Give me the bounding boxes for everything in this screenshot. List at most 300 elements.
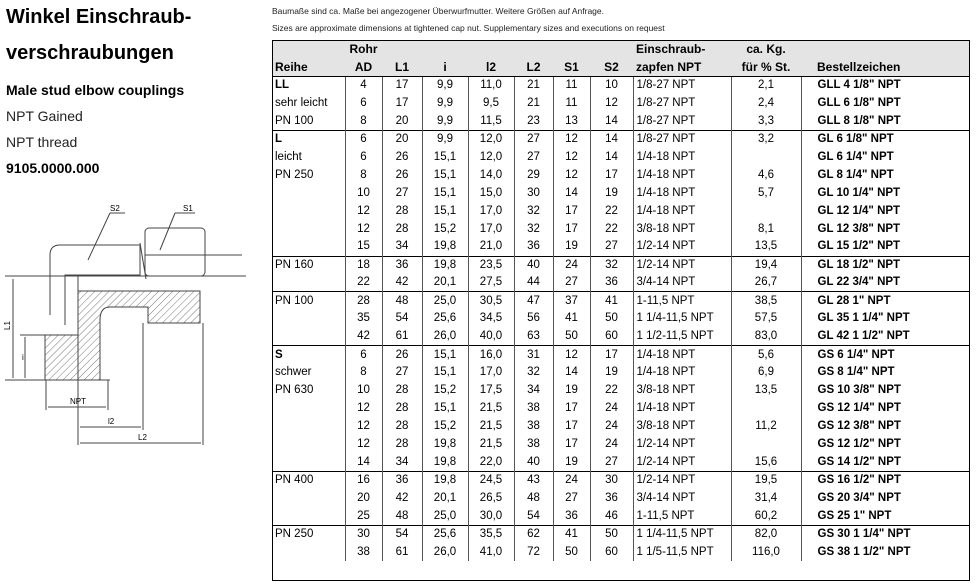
cell-l1: 28 (382, 202, 422, 220)
cell-kg: 19,4 (731, 256, 801, 274)
cell-kg: 5,6 (731, 346, 801, 364)
cell-s1: 17 (553, 202, 590, 220)
label-i: i (22, 353, 24, 362)
cell-reihe (272, 436, 345, 454)
cell-reihe (272, 238, 345, 256)
cell-thread: 1/4-18 NPT (633, 400, 731, 418)
cell-l2: 62 (514, 525, 553, 543)
cell-order-code: GS 20 3/4" NPT (801, 489, 970, 507)
cell-l2: 47 (514, 292, 553, 310)
cell-l2-small: 12,0 (468, 130, 514, 148)
cell-l1: 28 (382, 220, 422, 238)
cell-thread: 1/8-27 NPT (633, 94, 731, 112)
cell-l2-small: 17,5 (468, 382, 514, 400)
cell-i: 15,1 (422, 148, 468, 166)
cell-l2: 32 (514, 202, 553, 220)
cell-s2: 14 (590, 130, 633, 148)
cell-i: 20,1 (422, 489, 468, 507)
cell-s1: 37 (553, 292, 590, 310)
table-row (272, 436, 970, 454)
table-row (272, 507, 970, 525)
cell-reihe (272, 418, 345, 436)
table-row (272, 310, 970, 328)
header-s2: S2 (590, 58, 633, 77)
cell-thread: 1/8-27 NPT (633, 77, 731, 95)
table-row (272, 184, 970, 202)
cell-kg (731, 436, 801, 454)
cell-s1: 17 (553, 436, 590, 454)
cell-kg: 3,2 (731, 130, 801, 148)
cell-reihe (272, 507, 345, 525)
cell-l1: 36 (382, 256, 422, 274)
table-row (272, 166, 970, 184)
cell-s1: 19 (553, 454, 590, 472)
cell-thread: 1/2-14 NPT (633, 238, 731, 256)
cell-order-code: GS 16 1/2" NPT (801, 471, 970, 489)
cell-thread: 1 1/4-11,5 NPT (633, 525, 731, 543)
header-s1: S1 (553, 58, 590, 77)
cell-l1: 28 (382, 436, 422, 454)
cell-i: 19,8 (422, 256, 468, 274)
cell-thread: 3/4-14 NPT (633, 274, 731, 292)
cell-thread: 1/2-14 NPT (633, 256, 731, 274)
cell-ad: 42 (345, 328, 382, 346)
cell-order-code: GS 8 1/4" NPT (801, 364, 970, 382)
cell-reihe (272, 202, 345, 220)
cell-s2: 46 (590, 507, 633, 525)
cell-l2-small: 24,5 (468, 471, 514, 489)
cell-i: 20,1 (422, 274, 468, 292)
cell-s1: 12 (553, 346, 590, 364)
cell-thread: 1/2-14 NPT (633, 436, 731, 454)
cell-s2: 32 (590, 256, 633, 274)
cell-kg: 13,5 (731, 238, 801, 256)
table-row (272, 418, 970, 436)
cell-order-code: GL 12 1/4" NPT (801, 202, 970, 220)
table-row (272, 94, 970, 112)
cell-i: 25,6 (422, 310, 468, 328)
cell-l1: 17 (382, 94, 422, 112)
cell-l2-small: 15,0 (468, 184, 514, 202)
cell-reihe: PN 250 (272, 525, 345, 543)
cell-ad: 15 (345, 238, 382, 256)
cell-kg: 4,6 (731, 166, 801, 184)
cell-l2-small: 41,0 (468, 543, 514, 561)
label-s1: S1 (183, 204, 193, 213)
cell-l2: 43 (514, 471, 553, 489)
cell-s1: 41 (553, 525, 590, 543)
cell-reihe: leicht (275, 150, 302, 163)
cell-order-code: GLL 6 1/8" NPT (801, 94, 970, 112)
table-row (272, 77, 970, 95)
header-l1: L1 (382, 58, 422, 77)
cell-s2: 10 (590, 77, 633, 95)
cell-thread: 1/8-27 NPT (633, 112, 731, 130)
cell-order-code: GS 12 1/2" NPT (801, 436, 970, 454)
cell-ad: 8 (345, 166, 382, 184)
cell-thread: 1-11,5 NPT (633, 507, 731, 525)
cell-i: 15,1 (422, 346, 468, 364)
cell-l2: 40 (514, 256, 553, 274)
table-row (272, 400, 970, 418)
cell-ad: 20 (345, 489, 382, 507)
cell-i: 25,6 (422, 525, 468, 543)
cell-thread: 1/4-18 NPT (633, 202, 731, 220)
cell-ad: 10 (345, 382, 382, 400)
cell-kg: 82,0 (731, 525, 801, 543)
cell-l2-small: 16,0 (468, 346, 514, 364)
cell-ad: 6 (345, 148, 382, 166)
cell-reihe: PN 400 (272, 471, 345, 489)
cell-s2: 36 (590, 274, 633, 292)
cell-kg (731, 202, 801, 220)
cell-i: 25,0 (422, 292, 468, 310)
cell-l2: 32 (514, 364, 553, 382)
table-row (272, 364, 970, 382)
cell-reihe: LL (275, 79, 290, 92)
cell-l2-small: 35,5 (468, 525, 514, 543)
cell-kg: 3,3 (731, 112, 801, 130)
header-l2: L2 (514, 58, 553, 77)
cell-s2: 36 (590, 489, 633, 507)
header-thread: zapfen NPT (633, 58, 731, 77)
table-row (272, 220, 970, 238)
cell-l1: 28 (382, 418, 422, 436)
cell-thread: 3/8-18 NPT (633, 220, 731, 238)
cell-l2: 21 (514, 77, 553, 95)
cell-kg: 13,5 (731, 382, 801, 400)
cell-order-code: GL 22 3/4" NPT (801, 274, 970, 292)
cell-l2-small: 12,0 (468, 148, 514, 166)
cell-s1: 13 (553, 112, 590, 130)
cell-i: 26,0 (422, 543, 468, 561)
cell-i: 19,8 (422, 454, 468, 472)
cell-thread: 1/2-14 NPT (633, 454, 731, 472)
cell-s2: 17 (590, 166, 633, 184)
cell-l2-small: 17,0 (468, 220, 514, 238)
cell-s1: 41 (553, 310, 590, 328)
cell-reihe: PN 160 (272, 256, 345, 274)
cell-thread: 1/2-14 NPT (633, 471, 731, 489)
cell-ad: 12 (345, 220, 382, 238)
cell-order-code: GS 12 1/4" NPT (801, 400, 970, 418)
cell-l1: 54 (382, 310, 422, 328)
cell-i: 15,1 (422, 400, 468, 418)
cell-reihe (272, 400, 345, 418)
cell-reihe: L (272, 130, 345, 148)
cell-s1: 12 (553, 148, 590, 166)
cell-s1: 19 (553, 382, 590, 400)
cell-kg: 8,1 (731, 220, 801, 238)
cell-l2-small: 11,5 (468, 112, 514, 130)
note-english: Sizes are approximate dimensions at tightened cap nut. Supplementary sizes and executions on request (272, 23, 665, 33)
table-row (272, 256, 970, 274)
cell-order-code: GLL 4 1/8" NPT (801, 77, 970, 95)
cell-kg: 5,7 (731, 184, 801, 202)
cell-ad: 8 (345, 364, 382, 382)
table-row (272, 148, 970, 166)
cell-thread: 1/4-18 NPT (633, 166, 731, 184)
cell-i: 15,1 (422, 202, 468, 220)
cell-l2: 27 (514, 130, 553, 148)
table-row (272, 471, 970, 489)
cell-s1: 19 (553, 238, 590, 256)
cell-l2-small: 11,0 (468, 77, 514, 95)
table-row (272, 454, 970, 472)
cell-kg: 11,2 (731, 418, 801, 436)
cell-kg: 2,4 (731, 94, 801, 112)
cell-order-code: GLL 8 1/8" NPT (801, 112, 970, 130)
table-row (272, 489, 970, 507)
cell-order-code: GL 42 1 1/2" NPT (801, 328, 970, 346)
cell-i: 9,9 (422, 94, 468, 112)
cell-l2: 38 (514, 400, 553, 418)
cell-s2: 27 (590, 454, 633, 472)
cell-s1: 12 (553, 166, 590, 184)
cell-l1: 34 (382, 454, 422, 472)
cell-l2: 38 (514, 436, 553, 454)
cell-i: 15,1 (422, 166, 468, 184)
cell-l2: 48 (514, 489, 553, 507)
table-row (272, 346, 970, 364)
cell-s2: 14 (590, 148, 633, 166)
cell-l2: 29 (514, 166, 553, 184)
cell-l2: 30 (514, 184, 553, 202)
cell-reihe (272, 310, 345, 328)
label-l2: L2 (138, 433, 147, 442)
cell-l2: 72 (514, 543, 553, 561)
cell-i: 9,9 (422, 130, 468, 148)
cell-kg: 15,6 (731, 454, 801, 472)
title-line-2: verschraubungen (6, 42, 174, 64)
cell-l1: 42 (382, 274, 422, 292)
cell-l2-small: 26,5 (468, 489, 514, 507)
cell-s1: 17 (553, 418, 590, 436)
cell-kg: 2,1 (731, 77, 801, 95)
cell-order-code: GL 35 1 1/4" NPT (801, 310, 970, 328)
cell-l1: 54 (382, 525, 422, 543)
label-l2-small: l2 (108, 417, 115, 426)
cell-s2: 60 (590, 543, 633, 561)
cell-ad: 35 (345, 310, 382, 328)
cell-reihe: PN 100 (272, 292, 345, 310)
cell-s1: 17 (553, 400, 590, 418)
cell-l2: 63 (514, 328, 553, 346)
cell-l1: 42 (382, 489, 422, 507)
cell-s2: 50 (590, 310, 633, 328)
cell-l2: 54 (514, 507, 553, 525)
cell-ad: 18 (345, 256, 382, 274)
cell-l1: 61 (382, 543, 422, 561)
cell-kg: 6,9 (731, 364, 801, 382)
cell-l2: 23 (514, 112, 553, 130)
cell-kg (731, 400, 801, 418)
cell-thread: 1/8-27 NPT (633, 130, 731, 148)
cell-reihe: schwer (275, 366, 312, 379)
cell-order-code: GL 28 1" NPT (801, 292, 970, 310)
cell-s2: 41 (590, 292, 633, 310)
table-row (272, 202, 970, 220)
cell-l2: 36 (514, 238, 553, 256)
cell-i: 25,0 (422, 507, 468, 525)
label-s2: S2 (110, 204, 120, 213)
table-row (272, 382, 970, 400)
cell-i: 15,2 (422, 220, 468, 238)
header-ad: AD (345, 58, 382, 77)
cell-l1: 28 (382, 400, 422, 418)
cell-thread: 1 1/4-11,5 NPT (633, 310, 731, 328)
cell-l2: 27 (514, 148, 553, 166)
cell-reihe: PN 100 (275, 114, 314, 127)
header-kg: für % St. (731, 58, 801, 77)
cell-s2: 24 (590, 418, 633, 436)
cell-order-code: GS 25 1" NPT (801, 507, 970, 525)
cell-s1: 17 (553, 220, 590, 238)
cell-l2-small: 40,0 (468, 328, 514, 346)
cell-l1: 48 (382, 292, 422, 310)
cell-s2: 50 (590, 525, 633, 543)
header-reihe: Reihe (272, 58, 345, 77)
cell-thread: 1/4-18 NPT (633, 364, 731, 382)
cell-s1: 24 (553, 256, 590, 274)
cell-reihe (272, 184, 345, 202)
cell-l1: 27 (382, 184, 422, 202)
header-l2-small: l2 (468, 58, 514, 77)
subtitle: Male stud elbow couplings (6, 82, 185, 98)
table-row (272, 112, 970, 130)
cell-l2-small: 9,5 (468, 94, 514, 112)
cell-ad: 6 (345, 346, 382, 364)
cell-s1: 24 (553, 471, 590, 489)
cell-reihe: PN 630 (275, 384, 314, 397)
cell-reihe: sehr leicht (275, 96, 328, 109)
cell-l1: 20 (382, 130, 422, 148)
table-row (272, 292, 970, 310)
cell-order-code: GS 30 1 1/4" NPT (801, 525, 970, 543)
cell-s2: 24 (590, 436, 633, 454)
cell-l2-small: 23,5 (468, 256, 514, 274)
cell-order-code: GL 18 1/2" NPT (801, 256, 970, 274)
header-einschraub: Einschraub- (633, 40, 731, 58)
cell-reihe: S (272, 346, 345, 364)
cell-l2-small: 17,0 (468, 202, 514, 220)
cell-l2: 21 (514, 94, 553, 112)
cell-ad: 16 (345, 471, 382, 489)
cell-s2: 22 (590, 382, 633, 400)
cell-ad: 12 (345, 436, 382, 454)
cell-ad: 10 (345, 184, 382, 202)
dimensions-table (272, 40, 970, 561)
cell-ad: 28 (345, 292, 382, 310)
cell-thread: 3/8-18 NPT (633, 382, 731, 400)
cell-i: 15,2 (422, 418, 468, 436)
cell-i: 9,9 (422, 77, 468, 95)
cell-l2-small: 30,0 (468, 507, 514, 525)
cell-s2: 30 (590, 471, 633, 489)
cell-kg: 83,0 (731, 328, 801, 346)
cell-i: 15,1 (422, 364, 468, 382)
cell-s2: 17 (590, 346, 633, 364)
cell-s1: 14 (553, 184, 590, 202)
cell-i: 9,9 (422, 112, 468, 130)
cell-thread: 1 1/2-11,5 NPT (633, 328, 731, 346)
cell-l2: 34 (514, 382, 553, 400)
cell-l1: 26 (382, 166, 422, 184)
cell-l2-small: 14,0 (468, 166, 514, 184)
cell-reihe (272, 328, 345, 346)
cell-order-code: GL 8 1/4" NPT (801, 166, 970, 184)
cell-reihe: PN 250 (275, 168, 314, 181)
cell-order-code: GL 6 1/4" NPT (801, 148, 970, 166)
title-line-1: Winkel Einschraub- (6, 6, 192, 28)
cell-reihe (272, 489, 345, 507)
npt-thread: NPT thread (6, 134, 78, 150)
cell-s2: 24 (590, 400, 633, 418)
cell-ad: 6 (345, 130, 382, 148)
cell-s1: 36 (553, 507, 590, 525)
cell-l1: 26 (382, 346, 422, 364)
cell-s1: 14 (553, 364, 590, 382)
header-order-code: Bestellzeichen (801, 58, 970, 77)
cell-i: 26,0 (422, 328, 468, 346)
cell-l2: 32 (514, 220, 553, 238)
cell-kg: 116,0 (731, 543, 801, 561)
cell-order-code: GS 6 1/4" NPT (801, 346, 970, 364)
cell-ad: 30 (345, 525, 382, 543)
cell-order-code: GL 12 3/8" NPT (801, 220, 970, 238)
cell-l1: 27 (382, 364, 422, 382)
header-i: i (422, 58, 468, 77)
cell-ad: 25 (345, 507, 382, 525)
cell-s2: 22 (590, 202, 633, 220)
cell-ad: 22 (345, 274, 382, 292)
header-rohr: Rohr (345, 40, 382, 58)
cell-thread: 1/4-18 NPT (633, 184, 731, 202)
cell-l2: 56 (514, 310, 553, 328)
cell-s1: 27 (553, 489, 590, 507)
cell-reihe (272, 220, 345, 238)
cell-l2-small: 34,5 (468, 310, 514, 328)
cell-s2: 60 (590, 328, 633, 346)
cell-s2: 14 (590, 112, 633, 130)
cell-order-code: GS 14 1/2" NPT (801, 454, 970, 472)
npt-gained: NPT Gained (6, 108, 83, 124)
cell-order-code: GS 10 3/8" NPT (801, 382, 970, 400)
cell-l2-small: 27,5 (468, 274, 514, 292)
cell-ad: 12 (345, 400, 382, 418)
cell-l1: 17 (382, 77, 422, 95)
cell-l2-small: 21,5 (468, 418, 514, 436)
cell-kg: 60,2 (731, 507, 801, 525)
cell-l1: 28 (382, 382, 422, 400)
cell-s2: 19 (590, 364, 633, 382)
cell-kg: 57,5 (731, 310, 801, 328)
table-row (272, 238, 970, 256)
cell-thread: 1-11,5 NPT (633, 292, 731, 310)
cell-s1: 12 (553, 130, 590, 148)
cell-i: 15,1 (422, 184, 468, 202)
cell-reihe (272, 274, 345, 292)
fitting-drawing (0, 195, 258, 455)
cell-l1: 36 (382, 471, 422, 489)
cell-ad: 12 (345, 418, 382, 436)
cell-thread: 1 1/5-11,5 NPT (633, 543, 731, 561)
cell-s1: 50 (553, 328, 590, 346)
cell-kg: 38,5 (731, 292, 801, 310)
table-row (272, 130, 970, 148)
cell-order-code: GS 12 3/8" NPT (801, 418, 970, 436)
label-l1: L1 (3, 321, 12, 330)
